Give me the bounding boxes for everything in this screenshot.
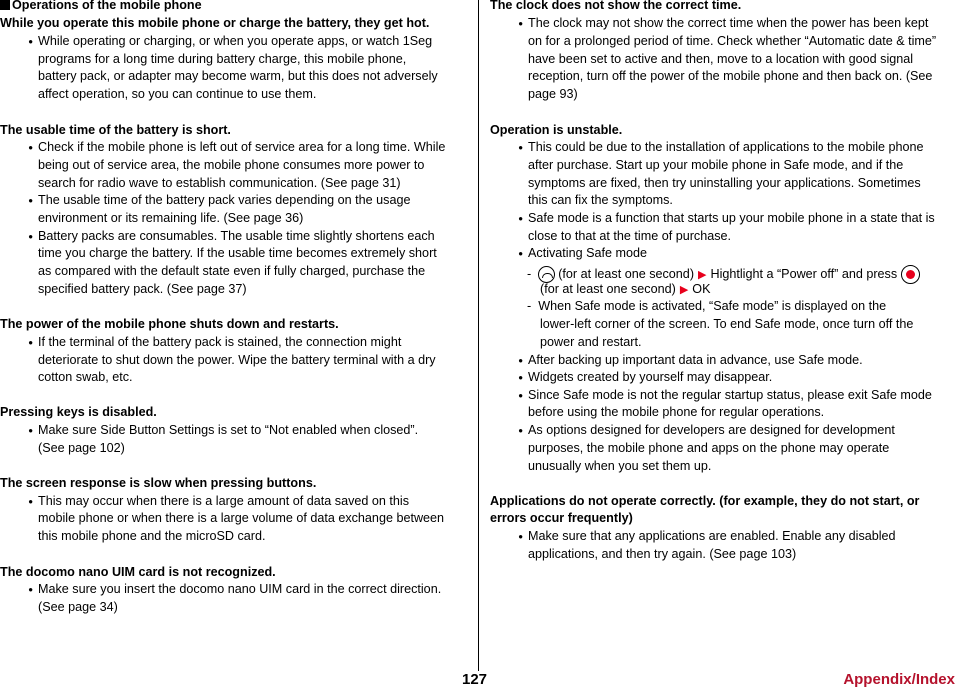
heading: errors occur frequently) xyxy=(490,511,633,525)
text-line: (See page 34) xyxy=(38,600,118,614)
heading: The clock does not show the correct time. xyxy=(490,0,742,12)
heading: Applications do not operate correctly. (for example, they do not start, or xyxy=(490,494,920,508)
heading: The docomo nano UIM card is not recognized. xyxy=(0,565,276,579)
text-line: on for a prolonged period of time. Check whether “Automatic date & time” xyxy=(528,34,937,48)
text-line: have been set to active and then, move to a location with good signal xyxy=(528,52,914,66)
text-line: search for radio wave to establish communication. (See page 31) xyxy=(38,176,401,190)
heading: Pressing keys is disabled. xyxy=(0,405,157,419)
right-arrow-icon: ▶ xyxy=(679,284,689,296)
text-line: mobile phone or when there is a large volume of data exchange between xyxy=(38,511,445,525)
heading: Operation is unstable. xyxy=(490,123,623,137)
page-number: 127 xyxy=(462,671,488,688)
text-line: power and restart. xyxy=(540,335,642,349)
bullet-item: ● Make sure that any applications are enabled. Enable any disabled xyxy=(519,528,896,546)
square-bullet-icon xyxy=(0,0,10,10)
text-line: being out of service area, the mobile phone consumes more power to xyxy=(38,158,425,172)
bullet-item: ● Make sure you insert the docomo nano UIM card in the correct direction. xyxy=(29,581,441,599)
text-line: after purchase. Start up your mobile phone in Safe mode, and if the xyxy=(528,158,904,172)
text-line: environment or its remaining life. (See page 36) xyxy=(38,211,304,225)
bullet-item: ● Make sure Side Button Settings is set to “Not enabled when closed”. xyxy=(29,422,418,440)
text-line: affect operation, so you can continue to use them. xyxy=(38,87,317,101)
column-divider xyxy=(478,0,479,671)
bullet-item: ● Since Safe mode is not the regular startup status, please exit Safe mode xyxy=(519,387,932,405)
text-line: purposes, the mobile phone and apps on the phone may operate xyxy=(528,441,890,455)
heading: The power of the mobile phone shuts down and restarts. xyxy=(0,317,339,331)
text-line: reception, turn off the power of the mobile phone and then back on. (See xyxy=(528,69,933,83)
bullet-item: ● This could be due to the installation of applications to the mobile phone xyxy=(519,139,924,157)
text-line: as compared with the default state even if fully charged, purchase the xyxy=(38,264,426,278)
text-line: cotton swab, etc. xyxy=(38,370,133,384)
bullet-item: ● While operating or charging, or when you operate apps, or watch 1Seg xyxy=(29,33,432,51)
bullet-item: ● If the terminal of the battery pack is stained, the connection might xyxy=(29,334,401,352)
heading: While you operate this mobile phone or charge the battery, they get hot. xyxy=(0,16,430,30)
text-line: unusually when you set them up. xyxy=(528,459,712,473)
text-line: programs for a long time during battery charge, this mobile phone, xyxy=(38,52,407,66)
bullet-item: ● Battery packs are consumables. The usable time slightly shortens each xyxy=(29,228,435,246)
text-line: battery pack, or adapter may become warm, but this does not adversely xyxy=(38,69,438,83)
center-key-icon xyxy=(901,265,920,284)
bullet-item: ● The usable time of the battery pack varies depending on the usage xyxy=(29,192,410,210)
step-line: - When Safe mode is activated, “Safe mode” is displayed on the xyxy=(527,299,887,313)
text-line: applications, and then try again. (See page 103) xyxy=(528,547,797,561)
text-line: page 93) xyxy=(528,87,578,101)
text-line: time you charge the battery. If the usable time becomes extremely short xyxy=(38,246,437,260)
bullet-item: ● Safe mode is a function that starts up your mobile phone in a state that is xyxy=(519,210,935,228)
text-line: specified battery pack. (See page 37) xyxy=(38,282,247,296)
text-line: this can fix the symptoms. xyxy=(528,193,673,207)
step-line: (for at least one second) ▶ OK xyxy=(540,282,711,296)
bullet-item: ● Activating Safe mode xyxy=(519,245,647,263)
bullet-item: ● Check if the mobile phone is left out of service area for a long time. While xyxy=(29,139,445,157)
text-line: deteriorate to shut down the power. Wipe the battery terminal with a dry xyxy=(38,353,436,367)
bullet-item: ● This may occur when there is a large amount of data saved on this xyxy=(29,493,409,511)
bullet-item: ● After backing up important data in advance, use Safe mode. xyxy=(519,352,863,370)
section-title: Operations of the mobile phone xyxy=(0,0,202,15)
text-line: close to that at the time of purchase. xyxy=(528,229,732,243)
bullet-item: ● The clock may not show the correct time when the power has been kept xyxy=(519,15,928,33)
heading: The screen response is slow when pressing buttons. xyxy=(0,476,317,490)
text-line: this mobile phone and the microSD card. xyxy=(38,529,266,543)
step-line: - (for at least one second) ▶ Hightlight a “Power off” and press xyxy=(527,265,920,283)
right-arrow-icon: ▶ xyxy=(698,269,707,281)
bullet-item: ● Widgets created by yourself may disappear. xyxy=(519,369,772,387)
text-line: symptoms are fixed, then try uninstalling your applications. Sometimes xyxy=(528,176,921,190)
text-line: (See page 102) xyxy=(38,441,125,455)
text-line: before using the mobile phone for regular operations. xyxy=(528,405,825,419)
appendix-index-link[interactable]: Appendix/Index xyxy=(843,671,955,688)
bullet-item: ● As options designed for developers are designed for development xyxy=(519,422,895,440)
heading: The usable time of the battery is short. xyxy=(0,123,231,137)
text-line: lower-left corner of the screen. To end Safe mode, once turn off the xyxy=(540,317,914,331)
